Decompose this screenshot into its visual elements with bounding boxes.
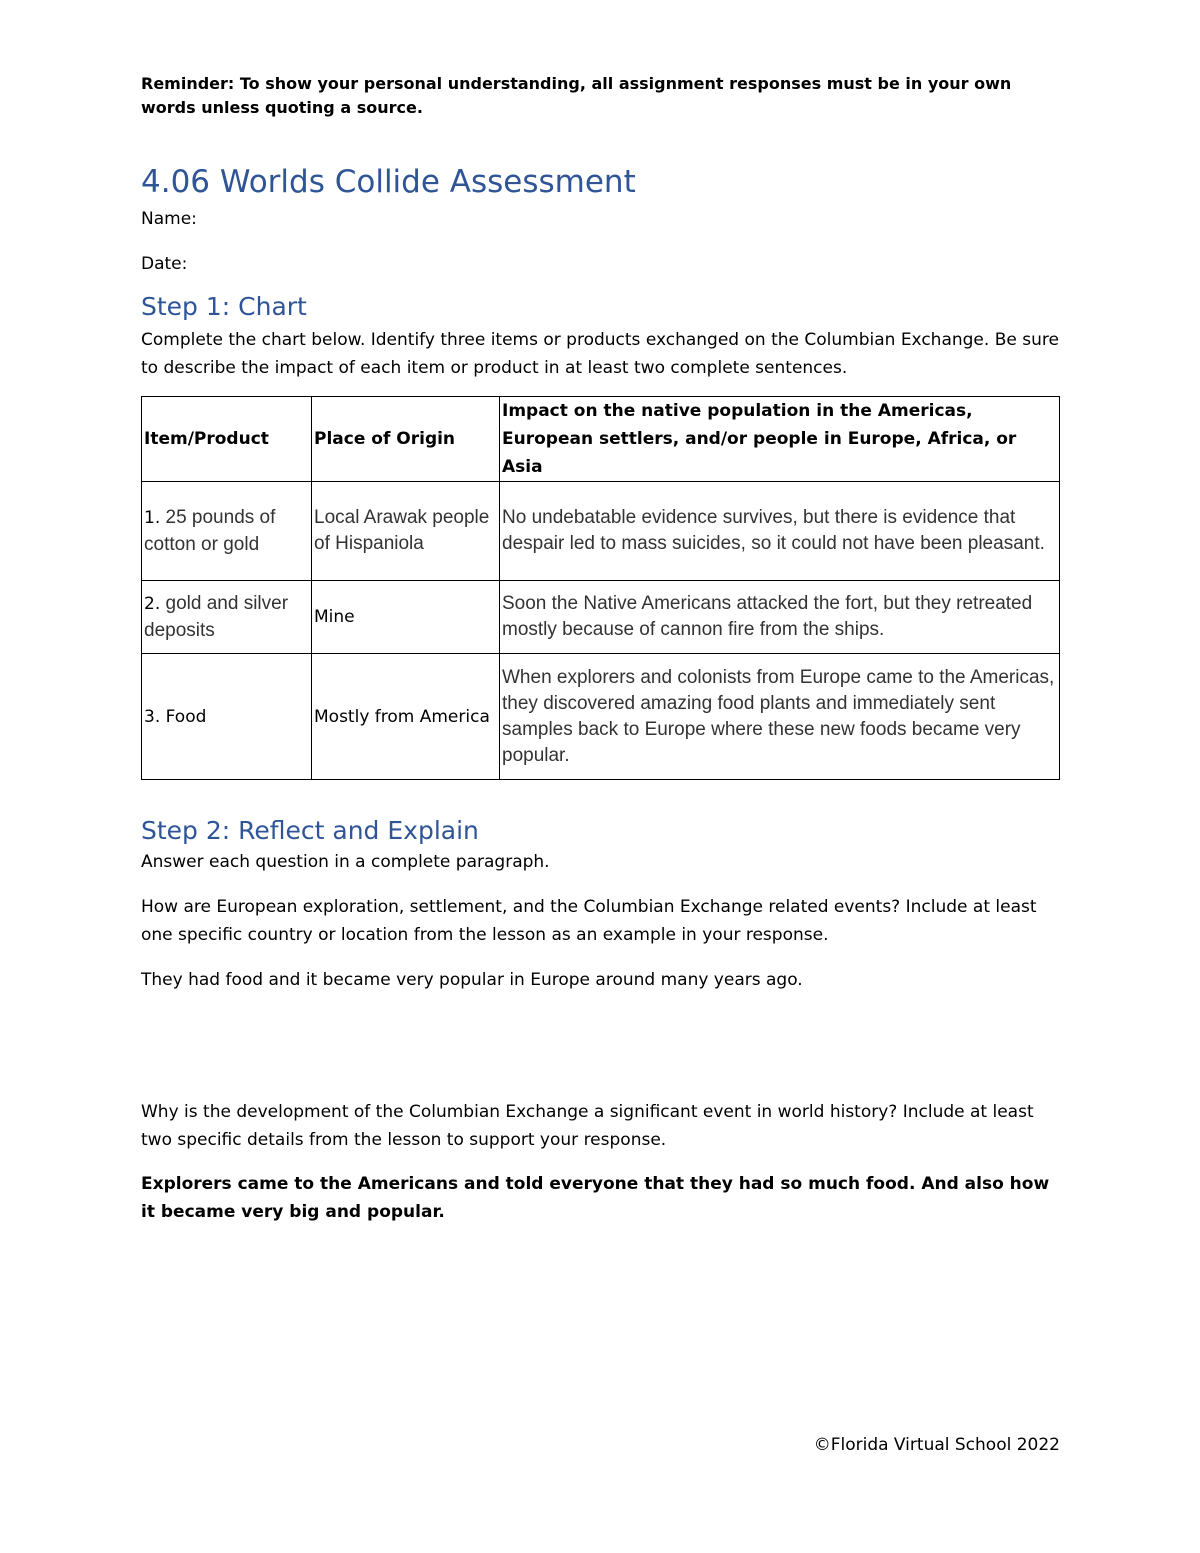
impact-cell[interactable]: No undebatable evidence survives, but there is evidence that despair led to mass suicides, so it could not have been pleasant. bbox=[500, 482, 1060, 581]
question-2: Why is the development of the Columbian Exchange a significant event in world history? Include at least two specific details from the lesson to support your response. bbox=[141, 1102, 1034, 1150]
header-place-of-origin: Place of Origin bbox=[312, 397, 500, 482]
date-label: Date: bbox=[141, 254, 188, 274]
name-label: Name: bbox=[141, 209, 197, 229]
row-number: 1. bbox=[144, 508, 161, 528]
item-cell[interactable] bbox=[142, 654, 312, 780]
step2-heading: Step 2: Reflect and Explain bbox=[141, 816, 479, 845]
step2-instructions: Answer each question in a complete paragraph. bbox=[141, 852, 550, 872]
origin-cell[interactable]: Mine bbox=[312, 581, 500, 654]
table-row bbox=[142, 482, 1060, 581]
reminder-text: Reminder: To show your personal understanding, all assignment responses must be in your own words unless quoting a source. bbox=[141, 74, 1012, 117]
item-cell[interactable] bbox=[142, 581, 312, 654]
origin-cell[interactable]: Local Arawak people of Hispaniola bbox=[312, 482, 500, 581]
header-impact: Impact on the native population in the Americas, European settlers, and/or people in Europe, Africa, or Asia bbox=[500, 397, 1060, 482]
page-title: 4.06 Worlds Collide Assessment bbox=[141, 164, 636, 200]
item-text: gold and silver deposits bbox=[144, 593, 289, 641]
header-item-product: Item/Product bbox=[142, 397, 312, 482]
table-row bbox=[142, 654, 1060, 780]
question-1: How are European exploration, settlement, and the Columbian Exchange related events? Include at least one specific country or location from the lesson as an example in your response. bbox=[141, 897, 1037, 945]
impact-cell[interactable]: Soon the Native Americans attacked the fort, but they retreated mostly because of cannon fire from the ships. bbox=[500, 581, 1060, 654]
row-number: 3. bbox=[144, 706, 161, 727]
table-row bbox=[142, 581, 1060, 654]
copyright-footer: ©Florida Virtual School 2022 bbox=[813, 1435, 1060, 1455]
answer-1[interactable]: They had food and it became very popular in Europe around many years ago. bbox=[141, 970, 803, 990]
table-header-row bbox=[142, 397, 1060, 482]
step1-heading: Step 1: Chart bbox=[141, 292, 307, 321]
impact-cell[interactable]: When explorers and colonists from Europe came to the Americas, they discovered amazing food plants and immediately sent samples back to Europe where these new foods became very popular. bbox=[500, 654, 1060, 780]
step1-instructions: Complete the chart below. Identify three items or products exchanged on the Columbian Exchange. Be sure to describe the impact of each item or product in at least two complete sentences. bbox=[141, 330, 1059, 378]
item-cell[interactable] bbox=[142, 482, 312, 581]
item-text: Food bbox=[160, 706, 207, 727]
answer-2[interactable]: Explorers came to the Americans and told everyone that they had so much food. And also how it became very big and popular. bbox=[141, 1174, 1050, 1222]
columbian-exchange-chart bbox=[141, 396, 1060, 780]
origin-cell[interactable]: Mostly from America bbox=[312, 654, 500, 780]
row-number: 2. bbox=[144, 594, 161, 614]
item-text: 25 pounds of cotton or gold bbox=[144, 507, 276, 555]
